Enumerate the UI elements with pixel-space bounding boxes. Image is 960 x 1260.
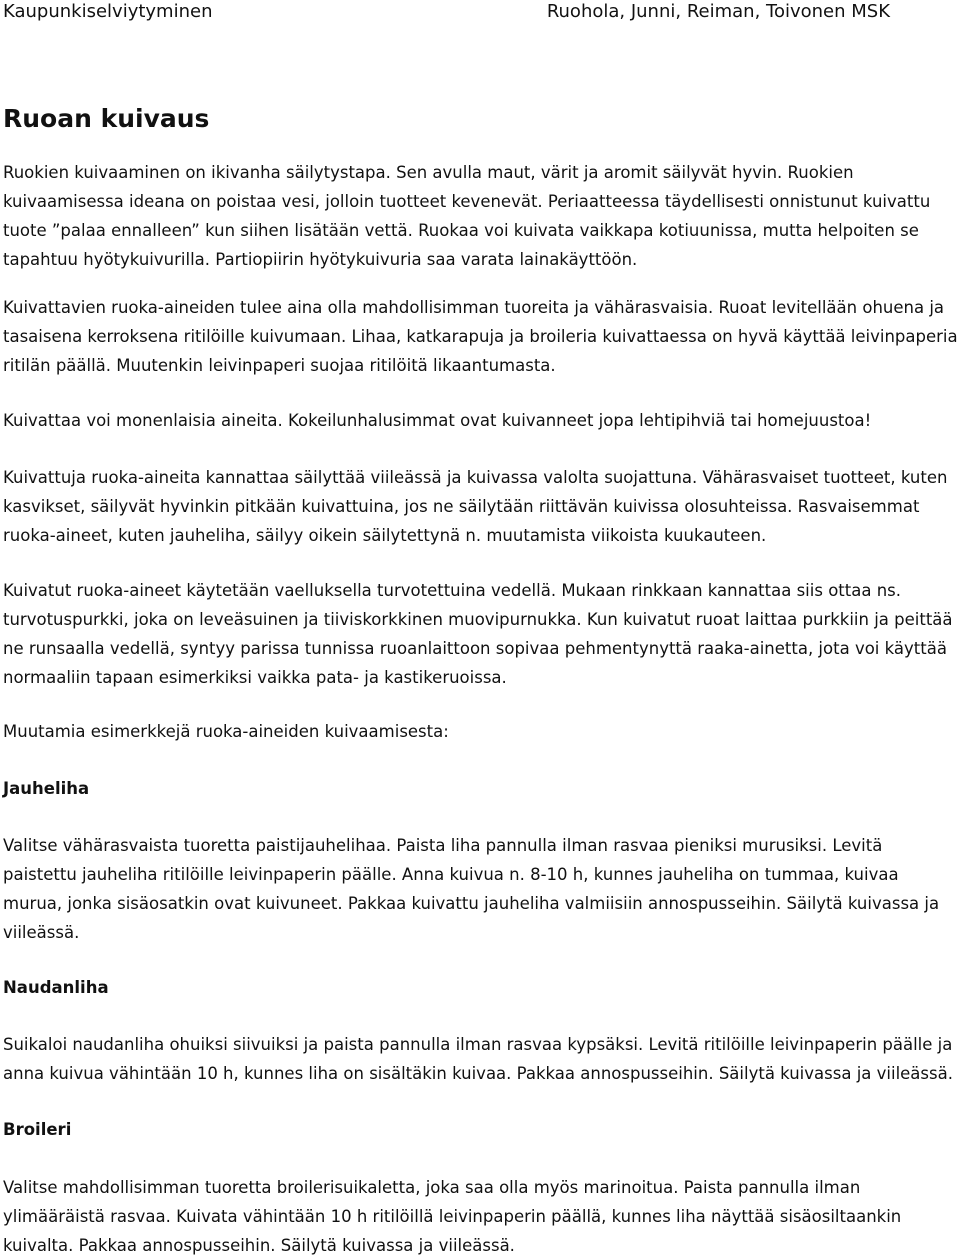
intro-paragraph: Ruokien kuivaaminen on ikivanha säilytystapa. Sen avulla maut, värit ja aromit säilyvät hyvin. Ruokien kuivaamisessa ideana on poistaa vesi, jolloin tuotteet kevenevät. Periaatteessa täydellisesti onnistunut kuivattu tuote ”palaa ennalleen” kun siihen lisätään vettä. Ruokaa voi kuivata vaikkapa kotiuunissa, mutta helpoiten se tapahtuu hyötykuivurilla. Partiopiirin hyötykuivuria saa varata lainakäyttöön. bbox=[3, 163, 931, 269]
preparation-paragraph: Kuivattavien ruoka-aineiden tulee aina olla mahdollisimman tuoreita ja vähärasvaisia. Ruoat levitellään ohuena ja tasaisena kerroksena ritilöille kuivumaan. Lihaa, katkarapuja ja broileria kuivattaessa on hyvä käyttää leivinpaperia ritilän päällä. Muutenkin leivinpaperi suojaa ritilöitä likaantumasta. bbox=[3, 298, 958, 375]
variety-paragraph: Kuivattaa voi monenlaisia aineita. Kokeilunhalusimmat ovat kuivanneet jopa lehtipihviä tai homejuustoa! bbox=[3, 411, 872, 430]
section-heading-broileri: Broileri bbox=[3, 1120, 72, 1139]
page-title: Ruoan kuivaus bbox=[3, 104, 210, 133]
header-course-title: Kaupunkiselviytyminen bbox=[3, 1, 213, 22]
section-heading-jauheliha: Jauheliha bbox=[3, 779, 90, 798]
section-text-naudanliha: Suikaloi naudanliha ohuiksi siivuiksi ja paista pannulla ilman rasvaa kypsäksi. Levitä ritilöille leivinpaperin päälle ja anna kuivua vähintään 10 h, kunnes liha on sisältäkin kuivaa. Pakkaa annospusseihin. Säilytä kuivassa ja viileässä. bbox=[3, 1035, 953, 1083]
page-header bbox=[0, 0, 960, 26]
storage-paragraph: Kuivattuja ruoka-aineita kannattaa säilyttää viileässä ja kuivassa valolta suojattuna. Vähärasvaiset tuotteet, kuten kasvikset, säilyvät hyvinkin pitkään kuivattuina, jos ne säilytään riittävän kuivissa olosuhteissa. Rasvaisemmat ruoka-aineet, kuten jauheliha, säilyy oikein säilytettynä n. muutamista viikoista kuukauteen. bbox=[3, 468, 948, 545]
usage-paragraph: Kuivatut ruoka-aineet käytetään vaelluksella turvotettuina vedellä. Mukaan rinkkaan kannattaa siis ottaa ns. turvotuspurkki, joka on leveäsuinen ja tiiviskorkkinen muovipurnukka. Kun kuivatut ruoat laittaa purkkiin ja peittää ne runsaalla vedellä, syntyy parissa tunnissa ruoanlaittoon sopivaa pehmentynyttä raaka-ainetta, jota voi käyttää normaaliin tapaan esimerkiksi vaikka pata- ja kastikeruoissa. bbox=[3, 581, 953, 687]
section-heading-naudanliha: Naudanliha bbox=[3, 978, 109, 997]
examples-intro: Muutamia esimerkkejä ruoka-aineiden kuivaamisesta: bbox=[3, 722, 449, 741]
section-text-jauheliha: Valitse vähärasvaista tuoretta paistijauhelihaa. Paista liha pannulla ilman rasvaa pieniksi murusiksi. Levitä paistettu jauheliha ritilöille leivinpaperin päälle. Anna kuivua n. 8-10 h, kunnes jauheliha on tummaa, kuivaa murua, jonka sisäosatkin ovat kuivuneet. Pakkaa kuivattu jauheliha valmiisiin annospusseihin. Säilytä kuivassa ja viileässä. bbox=[3, 836, 940, 942]
section-text-broileri: Valitse mahdollisimman tuoretta broilerisuikaletta, joka saa olla myös marinoitua. Paista pannulla ilman ylimääräistä rasvaa. Kuivata vähintään 10 h ritilöillä leivinpaperin päällä, kunnes liha näyttää sisäosiltaankin kuivalta. Pakkaa annospusseihin. Säilytä kuivassa ja viileässä. bbox=[3, 1178, 902, 1255]
header-authors: Ruohola, Junni, Reiman, Toivonen MSK bbox=[546, 1, 890, 22]
